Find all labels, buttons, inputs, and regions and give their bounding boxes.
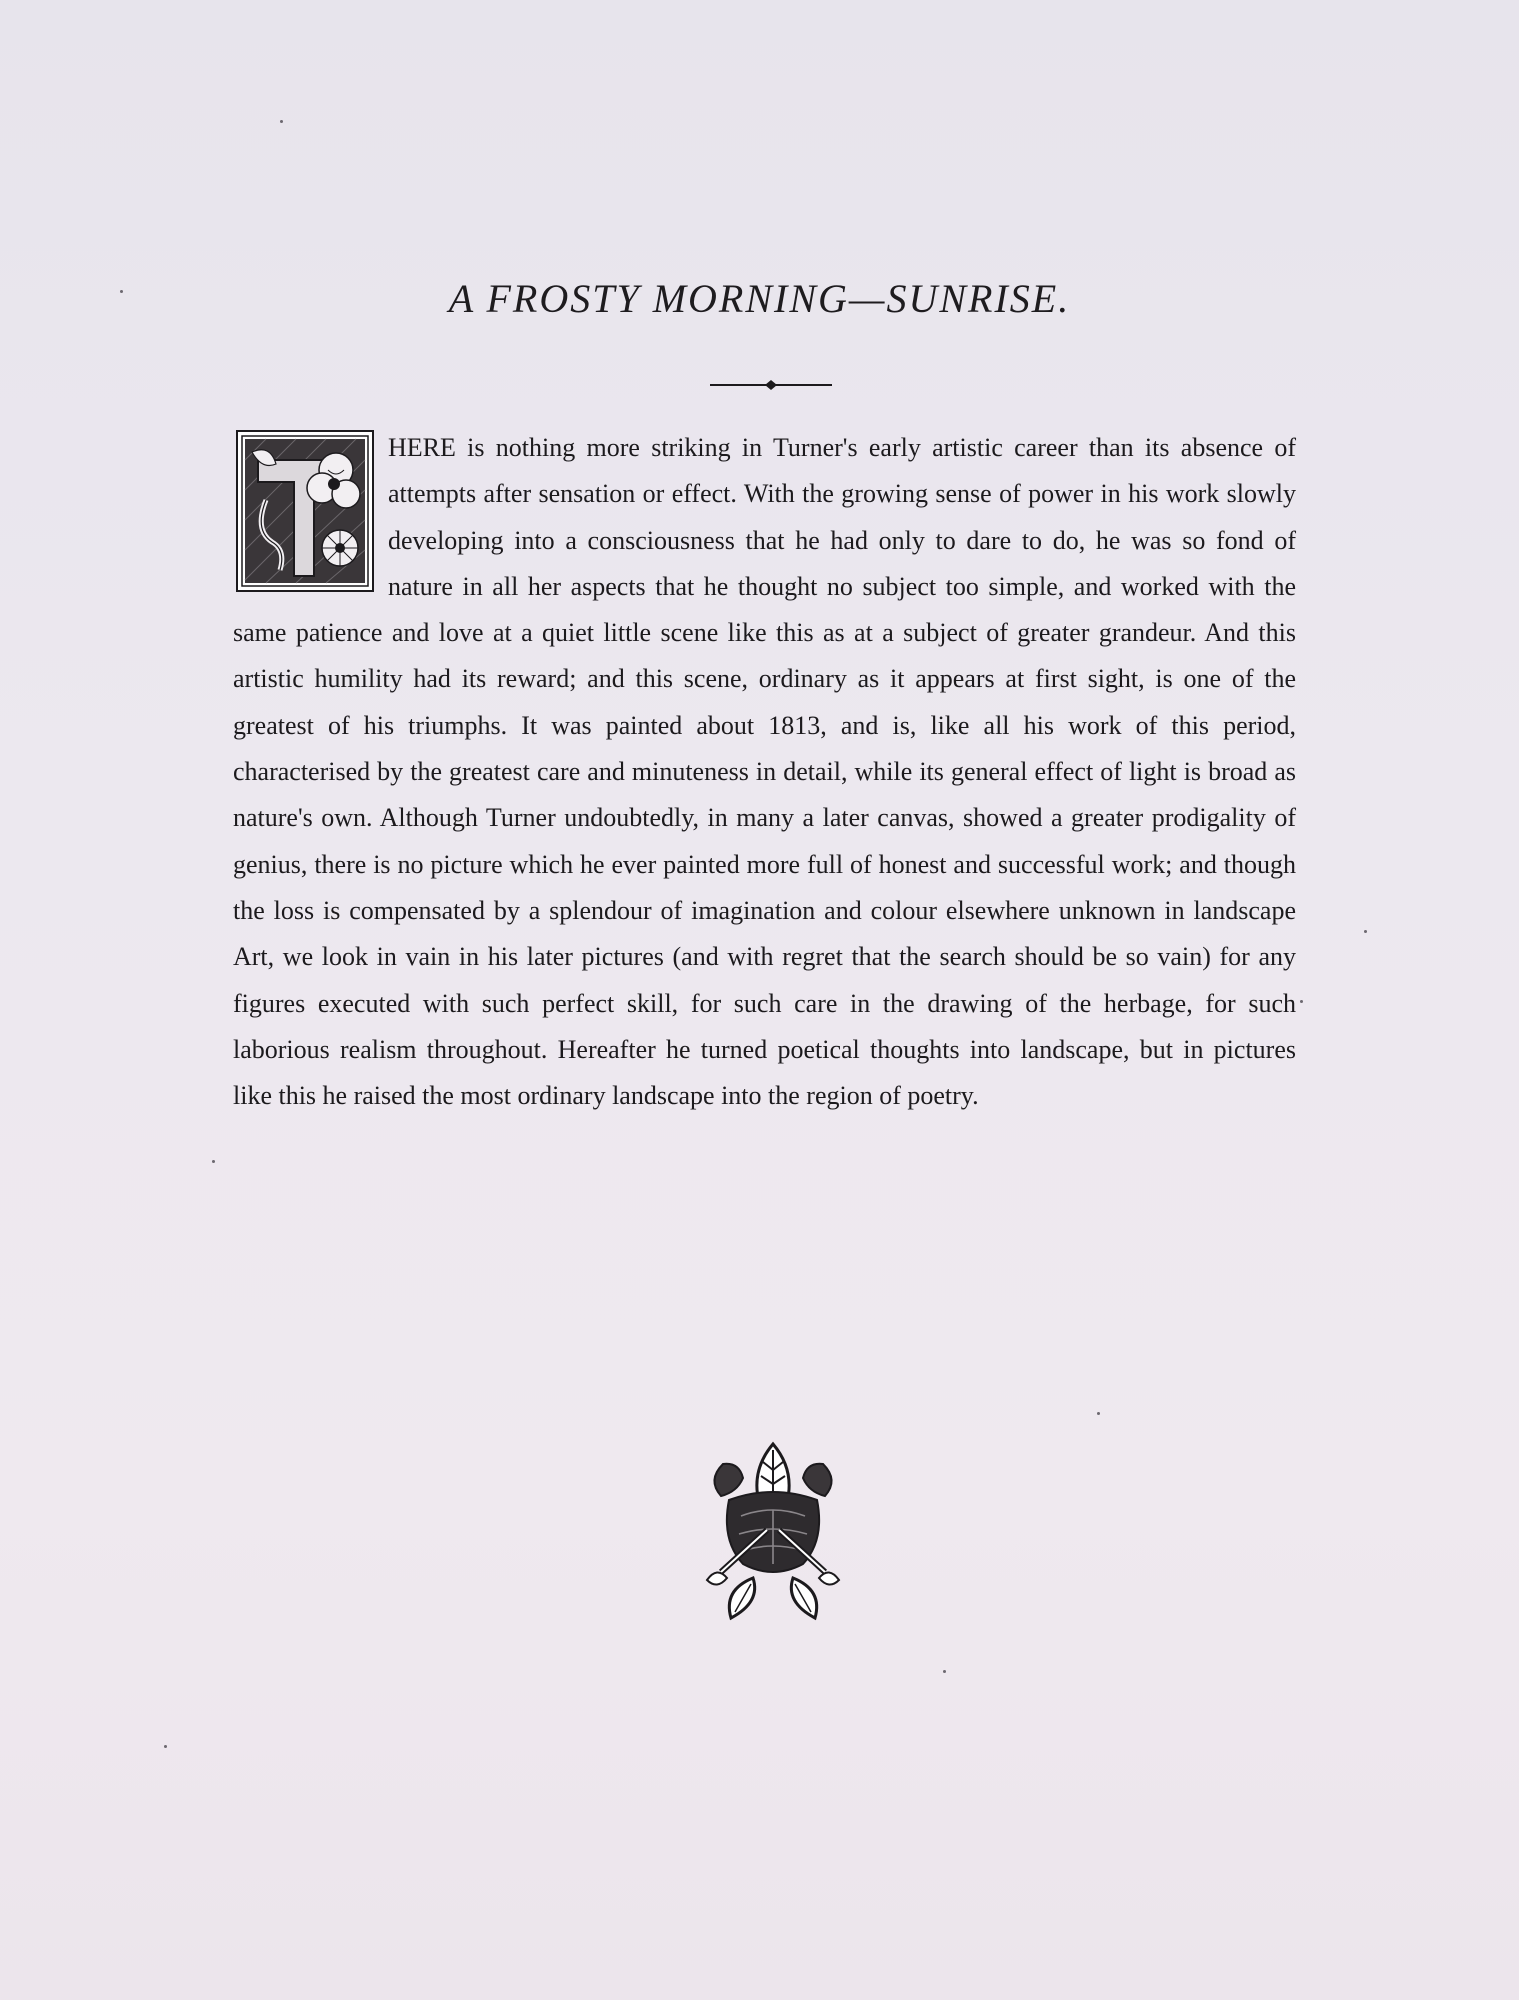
drop-cap-illumination <box>236 430 374 592</box>
paper-speck <box>212 1160 215 1163</box>
paper-speck <box>1097 1412 1100 1415</box>
paper-speck <box>120 290 123 293</box>
paper-speck <box>164 1745 167 1748</box>
tailpiece-ornament <box>703 1440 843 1625</box>
drop-cap-t-icon <box>236 430 374 592</box>
paper-speck <box>943 1670 946 1673</box>
title-rule-ornament <box>710 378 832 392</box>
paper-speck <box>280 120 283 123</box>
paper-speck <box>1364 930 1367 933</box>
page-title: A FROSTY MORNING—SUNRISE. <box>448 276 1071 321</box>
paragraph-first-word: HERE <box>388 433 456 462</box>
body-paragraph <box>233 425 1296 1119</box>
paragraph-text: is nothing more striking in Turner's early artistic career than its absence of attempts after sensation or effect. With the growing sense of power in his work slowly developing into a consciousness that he had only to dare to do, he was so fond of nature in all her aspects that he thought no subject too simple, and worked with the same patience and love at a quiet little scene like this as at a subject of greater grandeur. And this artistic humility had its reward; and this scene, ordinary as it appears at first sight, is one of the greatest of his triumphs. It was painted about 1813, and is, like all his work of this period, characterised by the greatest care and minuteness in detail, while its general effect of light is broad as nature's own. Although Turner undoubtedly, in many a later canvas, showed a greater prodigality of genius, there is no picture which he ever painted more full of honest and successful work; and though the loss is compensated by a splendour of imagination and colour elsewhere unknown in landscape Art, we look in vain in his later pictures (and with regret that the search should be so vain) for any figures executed with such perfect skill, for such care in the drawing of the herbage, for such laborious realism throughout. Hereafter he turned poetical thoughts into landscape, but in pictures like this he raised the most ordinary landscape into the region of poetry. <box>233 433 1296 1111</box>
paper-speck <box>1300 1000 1303 1003</box>
